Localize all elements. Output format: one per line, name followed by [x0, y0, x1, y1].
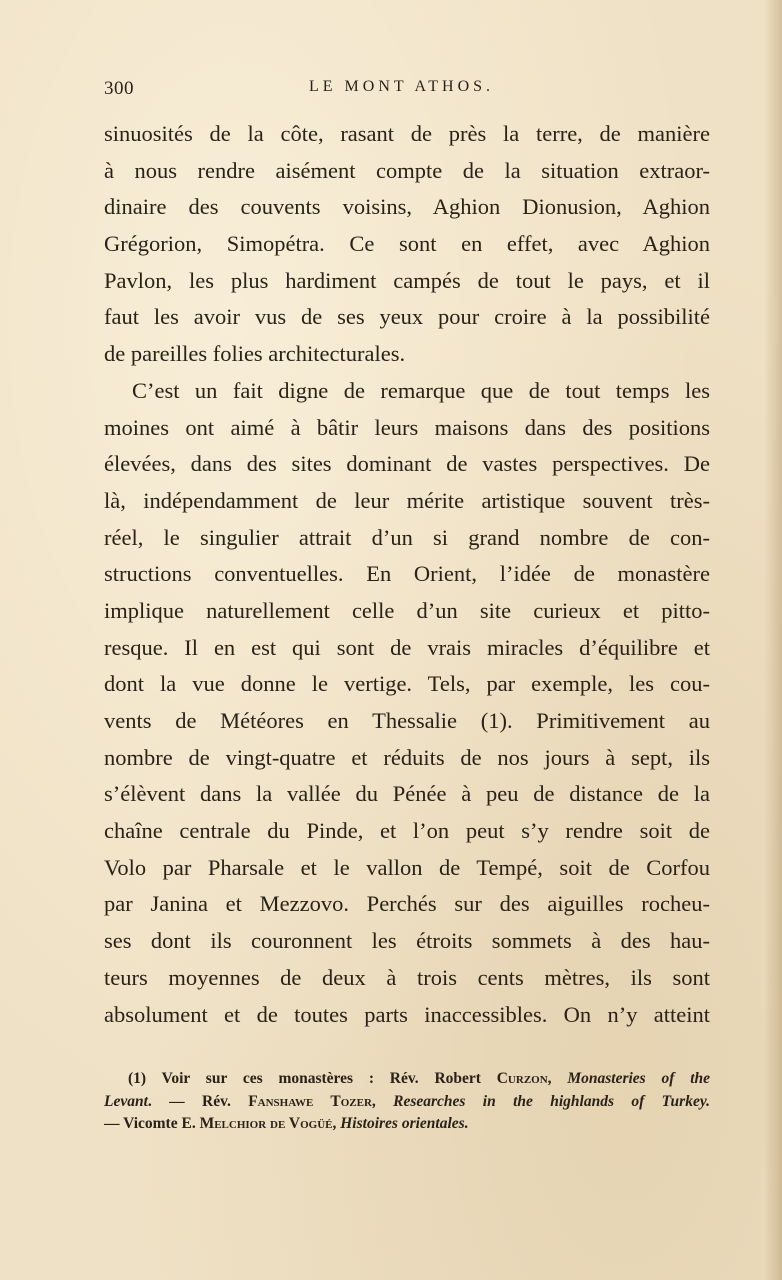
page-number: 300 [104, 78, 134, 99]
footnote-title: Histoires orientales. [340, 1115, 469, 1132]
footnote-line [104, 1113, 710, 1136]
footnote-title: Levant [104, 1092, 148, 1110]
text-line: C’est un fait digne de remarque que de tout temps les [132, 377, 710, 403]
text-line: chaîne centrale du Pinde, et l’on peut s’y rendre soit de [104, 818, 710, 844]
text-line: resque. Il en est qui sont de vrais miracles d’équilibre et [104, 634, 710, 660]
text-line: implique naturellement celle d’un site curieux et pitto- [104, 597, 710, 623]
footnote-title: Researches in the highlands of Turkey. [393, 1092, 710, 1110]
text-line: structions conventuelles. En Orient, l’idée de monastère [104, 561, 710, 587]
text-line: s’élèvent dans la vallée du Pénée à peu de distance de la [104, 781, 710, 807]
footnote-text: — Vicomte E. [104, 1115, 200, 1132]
text-line: absolument et de toutes parts inaccessibles. On n’y atteint [104, 1001, 710, 1027]
text-line: moines ont aimé à bâtir leurs maisons dans des positions [104, 414, 710, 440]
text-line: Pavlon, les plus hardiment campés de tout le pays, et il [104, 267, 710, 293]
page-edge-shadow [764, 0, 782, 1280]
footnote-line [104, 1068, 710, 1091]
footnote-author: Fanshawe Tozer [248, 1092, 372, 1110]
text-line: teurs moyennes de deux à trois cents mètres, ils sont [104, 964, 710, 990]
text-line: dinaire des couvents voisins, Aghion Dionusion, Aghion [104, 194, 710, 220]
footnote-text: . — Rév. [147, 1092, 249, 1110]
footnote-author: Melchior de Vogüé [199, 1115, 333, 1132]
footnote-line [104, 1091, 710, 1114]
footnote-text: (1) Voir sur ces monastères : Rév. Robert [128, 1070, 497, 1087]
footnote-text: , [547, 1070, 568, 1087]
text-line: ses dont ils couronnent les étroits sommets à des hau- [104, 928, 710, 954]
footnote-text: , [332, 1115, 341, 1132]
text-line: de pareilles folies architecturales. [104, 341, 406, 367]
text-line: sinuosités de la côte, rasant de près la terre, de manière [104, 121, 710, 146]
text-line: Grégorion, Simopétra. Ce sont en effet, avec Aghion [104, 231, 710, 257]
text-line: réel, le singulier attrait d’un si grand nombre de con- [104, 524, 710, 550]
text-line: Volo par Pharsale et le vallon de Tempé, soit de Corfou [104, 854, 710, 880]
footnote-text: , [371, 1092, 394, 1110]
running-head: LE MONT ATHOS. [309, 78, 495, 95]
text-line: à nous rendre aisément compte de la situation extraor- [104, 157, 710, 183]
text-line: vents de Météores en Thessalie (1). Primitivement au [104, 708, 710, 733]
text-line: élevées, dans des sites dominant de vastes perspectives. De [104, 451, 710, 477]
text-line: faut les avoir vus de ses yeux pour croire à la possibilité [104, 304, 710, 330]
page-header [104, 78, 710, 102]
footnote-author: Curzon [496, 1070, 548, 1087]
text-line: là, indépendamment de leur mérite artistique souvent très- [104, 487, 710, 513]
body-text [104, 116, 710, 1033]
text-line: dont la vue donne le vertige. Tels, par exemple, les cou- [104, 671, 710, 697]
text-line: par Janina et Mezzovo. Perchés sur des aiguilles rocheu- [104, 891, 710, 917]
text-line: nombre de vingt-quatre et réduits de nos jours à sept, ils [104, 744, 710, 770]
footnotes [104, 1068, 710, 1136]
footnote-title: Monasteries of the [567, 1070, 710, 1087]
